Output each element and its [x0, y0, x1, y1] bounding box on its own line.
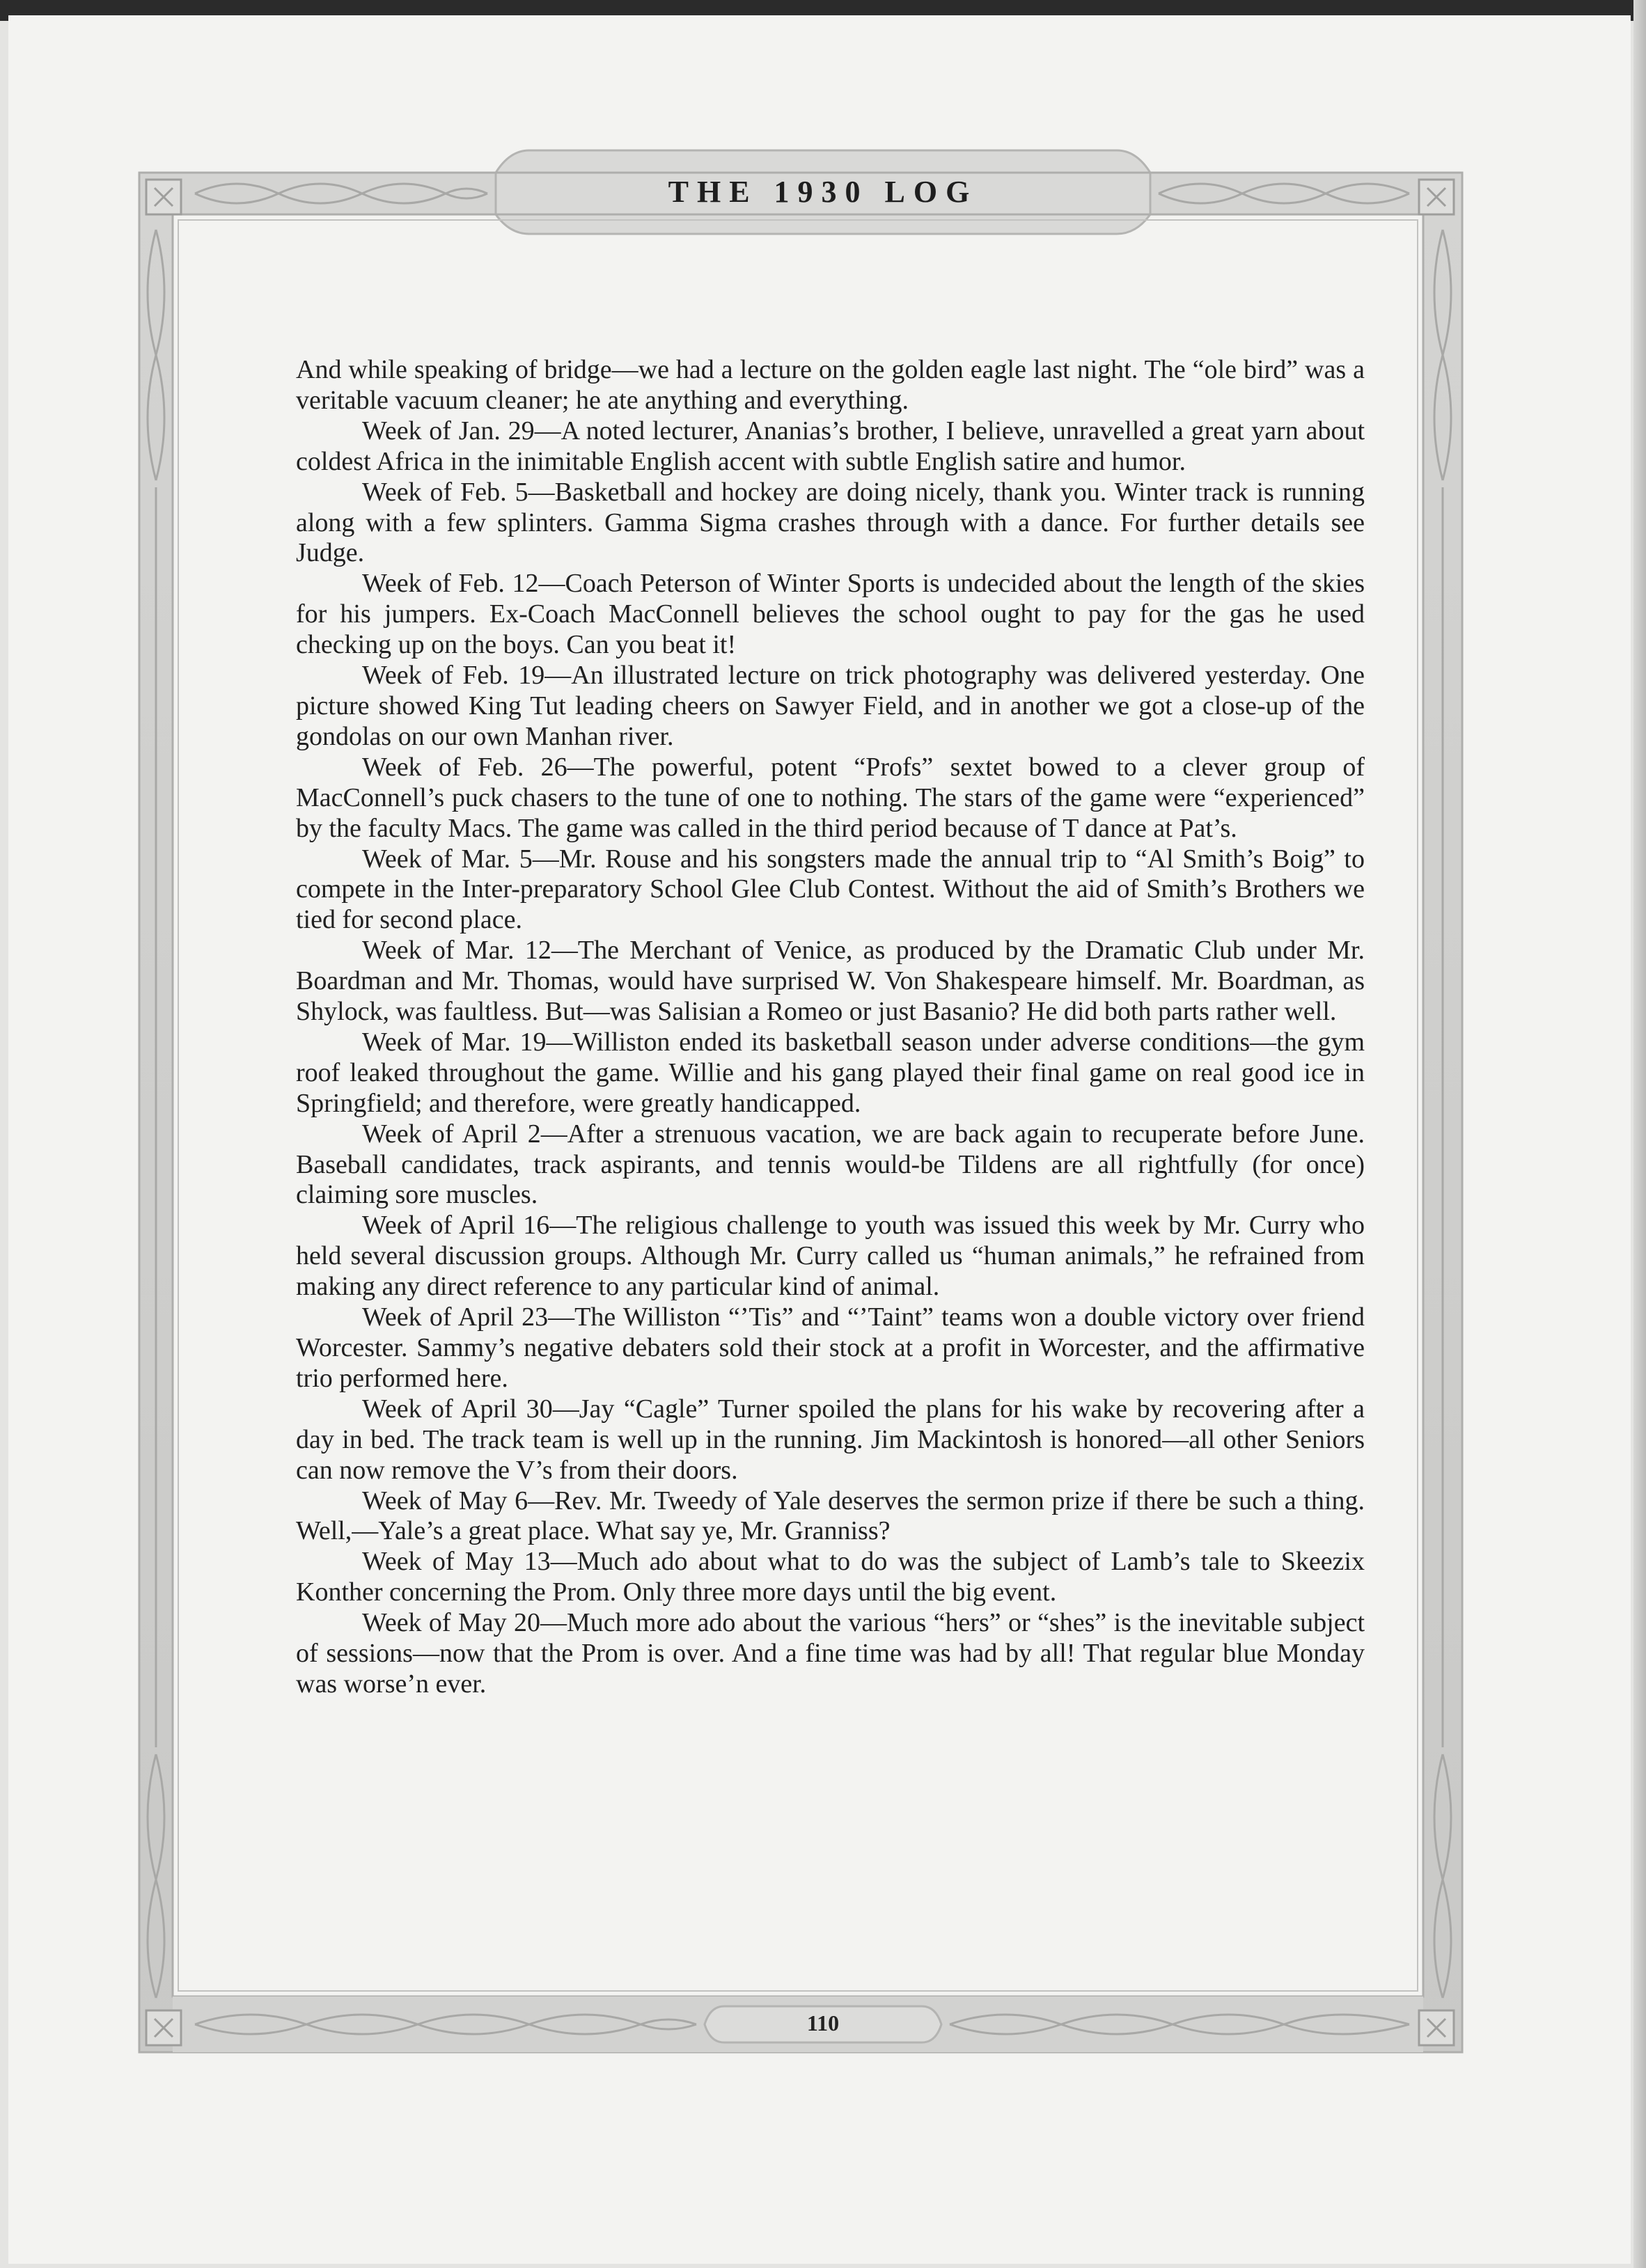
paragraph-week-may-6: Week of May 6—Rev. Mr. Tweedy of Yale deserves the sermon prize if there be such a thing. Well,—Yale’s a great place. What say ye, Mr. Granniss? — [296, 1486, 1365, 1546]
paragraph-week-feb-19: Week of Feb. 19—An illustrated lecture on trick photography was delivered yesterday. One picture showed King Tut leading cheers on Sawyer Field, and in another we got a close-up of the gondolas on our own Manhan river. — [296, 661, 1365, 751]
paragraph-week-april-30: Week of April 30—Jay “Cagle” Turner spoiled the plans for his wake by recovering after a day in bed. The track team is well up in the running. Jim Mackintosh is honored—all other Seniors can now remove the V’s from their doors. — [296, 1394, 1365, 1485]
paragraph-week-feb-12: Week of Feb. 12—Coach Peterson of Winter Sports is undecided about the length of the skies for his jumpers. Ex-Coach MacConnell believes the school ought to pay for the gas he used checking up on the boys. Can you beat it! — [296, 569, 1365, 660]
paragraph-week-mar-12: Week of Mar. 12—The Merchant of Venice, as produced by the Dramatic Club under Mr. Boardman and Mr. Thomas, would have surprised W. Von Shakespeare himself. Mr. Boardman, as Shylock, was faultless. But—was Salisian a Romeo or just Basanio? He did both parts rather well. — [296, 936, 1365, 1027]
page-header-title: THE 1930 LOG — [668, 175, 978, 209]
paragraph-week-feb-26: Week of Feb. 26—The powerful, potent “Profs” sextet bowed to a clever group of MacConnell’s puck chasers to the tune of one to nothing. The stars of the game were “experienced” by the faculty Macs. The game was called in the third period because of T dance at Pat’s. — [296, 752, 1365, 843]
journal-body — [296, 355, 1365, 1700]
paragraph-week-mar-5: Week of Mar. 5—Mr. Rouse and his songsters made the annual trip to “Al Smith’s Boig” to compete in the Inter-preparatory School Glee Club Contest. Without the aid of Smith’s Brothers we tied for second place. — [296, 844, 1365, 935]
paragraph-week-april-16: Week of April 16—The religious challenge to youth was issued this week by Mr. Curry who held several discussion groups. Although Mr. Curry called us “human animals,” he refrained from making any direct reference to any particular kind of animal. — [296, 1211, 1365, 1302]
paragraph-week-jan-29: Week of Jan. 29—A noted lecturer, Ananias’s brother, I believe, unravelled a great yarn about coldest Africa in the inimitable English accent with subtle English satire and humor. — [296, 416, 1365, 476]
paragraph-week-feb-5: Week of Feb. 5—Basketball and hockey are doing nicely, thank you. Winter track is running along with a few splinters. Gamma Sigma crashes through with a dance. For further details see Judge. — [296, 477, 1365, 568]
paragraph-week-may-20: Week of May 20—Much more ado about the various “hers” or “shes” is the inevitable subject of sessions—now that the Prom is over. And a fine time was had by all! That regular blue Monday was worse’n ever. — [296, 1608, 1365, 1699]
page-number: 110 — [806, 2010, 840, 2035]
paragraph-intro: And while speaking of bridge—we had a lecture on the golden eagle last night. The “ole bird” was a veritable vacuum cleaner; he ate anything and everything. — [296, 355, 1365, 415]
paragraph-week-mar-19: Week of Mar. 19—Williston ended its basketball season under adverse conditions—the gym roof leaked throughout the game. Willie and his gang played their final game on real good ice in Springfield; and therefore, were greatly handicapped. — [296, 1027, 1365, 1118]
paragraph-week-april-2: Week of April 2—After a strenuous vacation, we are back again to recuperate before June. Baseball candidates, track aspirants, and tennis would-be Tildens are all rightfully (for once) claiming sore muscles. — [296, 1119, 1365, 1210]
paragraph-week-may-13: Week of May 13—Much ado about what to do was the subject of Lamb’s tale to Skeezix Konther concerning the Prom. Only three more days until the big event. — [296, 1547, 1365, 1607]
paragraph-week-april-23: Week of April 23—The Williston “’Tis” and “’Taint” teams won a double victory over friend Worcester. Sammy’s negative debaters sold their stock at a profit in Worcester, and the affirmative trio performed here. — [296, 1302, 1365, 1393]
